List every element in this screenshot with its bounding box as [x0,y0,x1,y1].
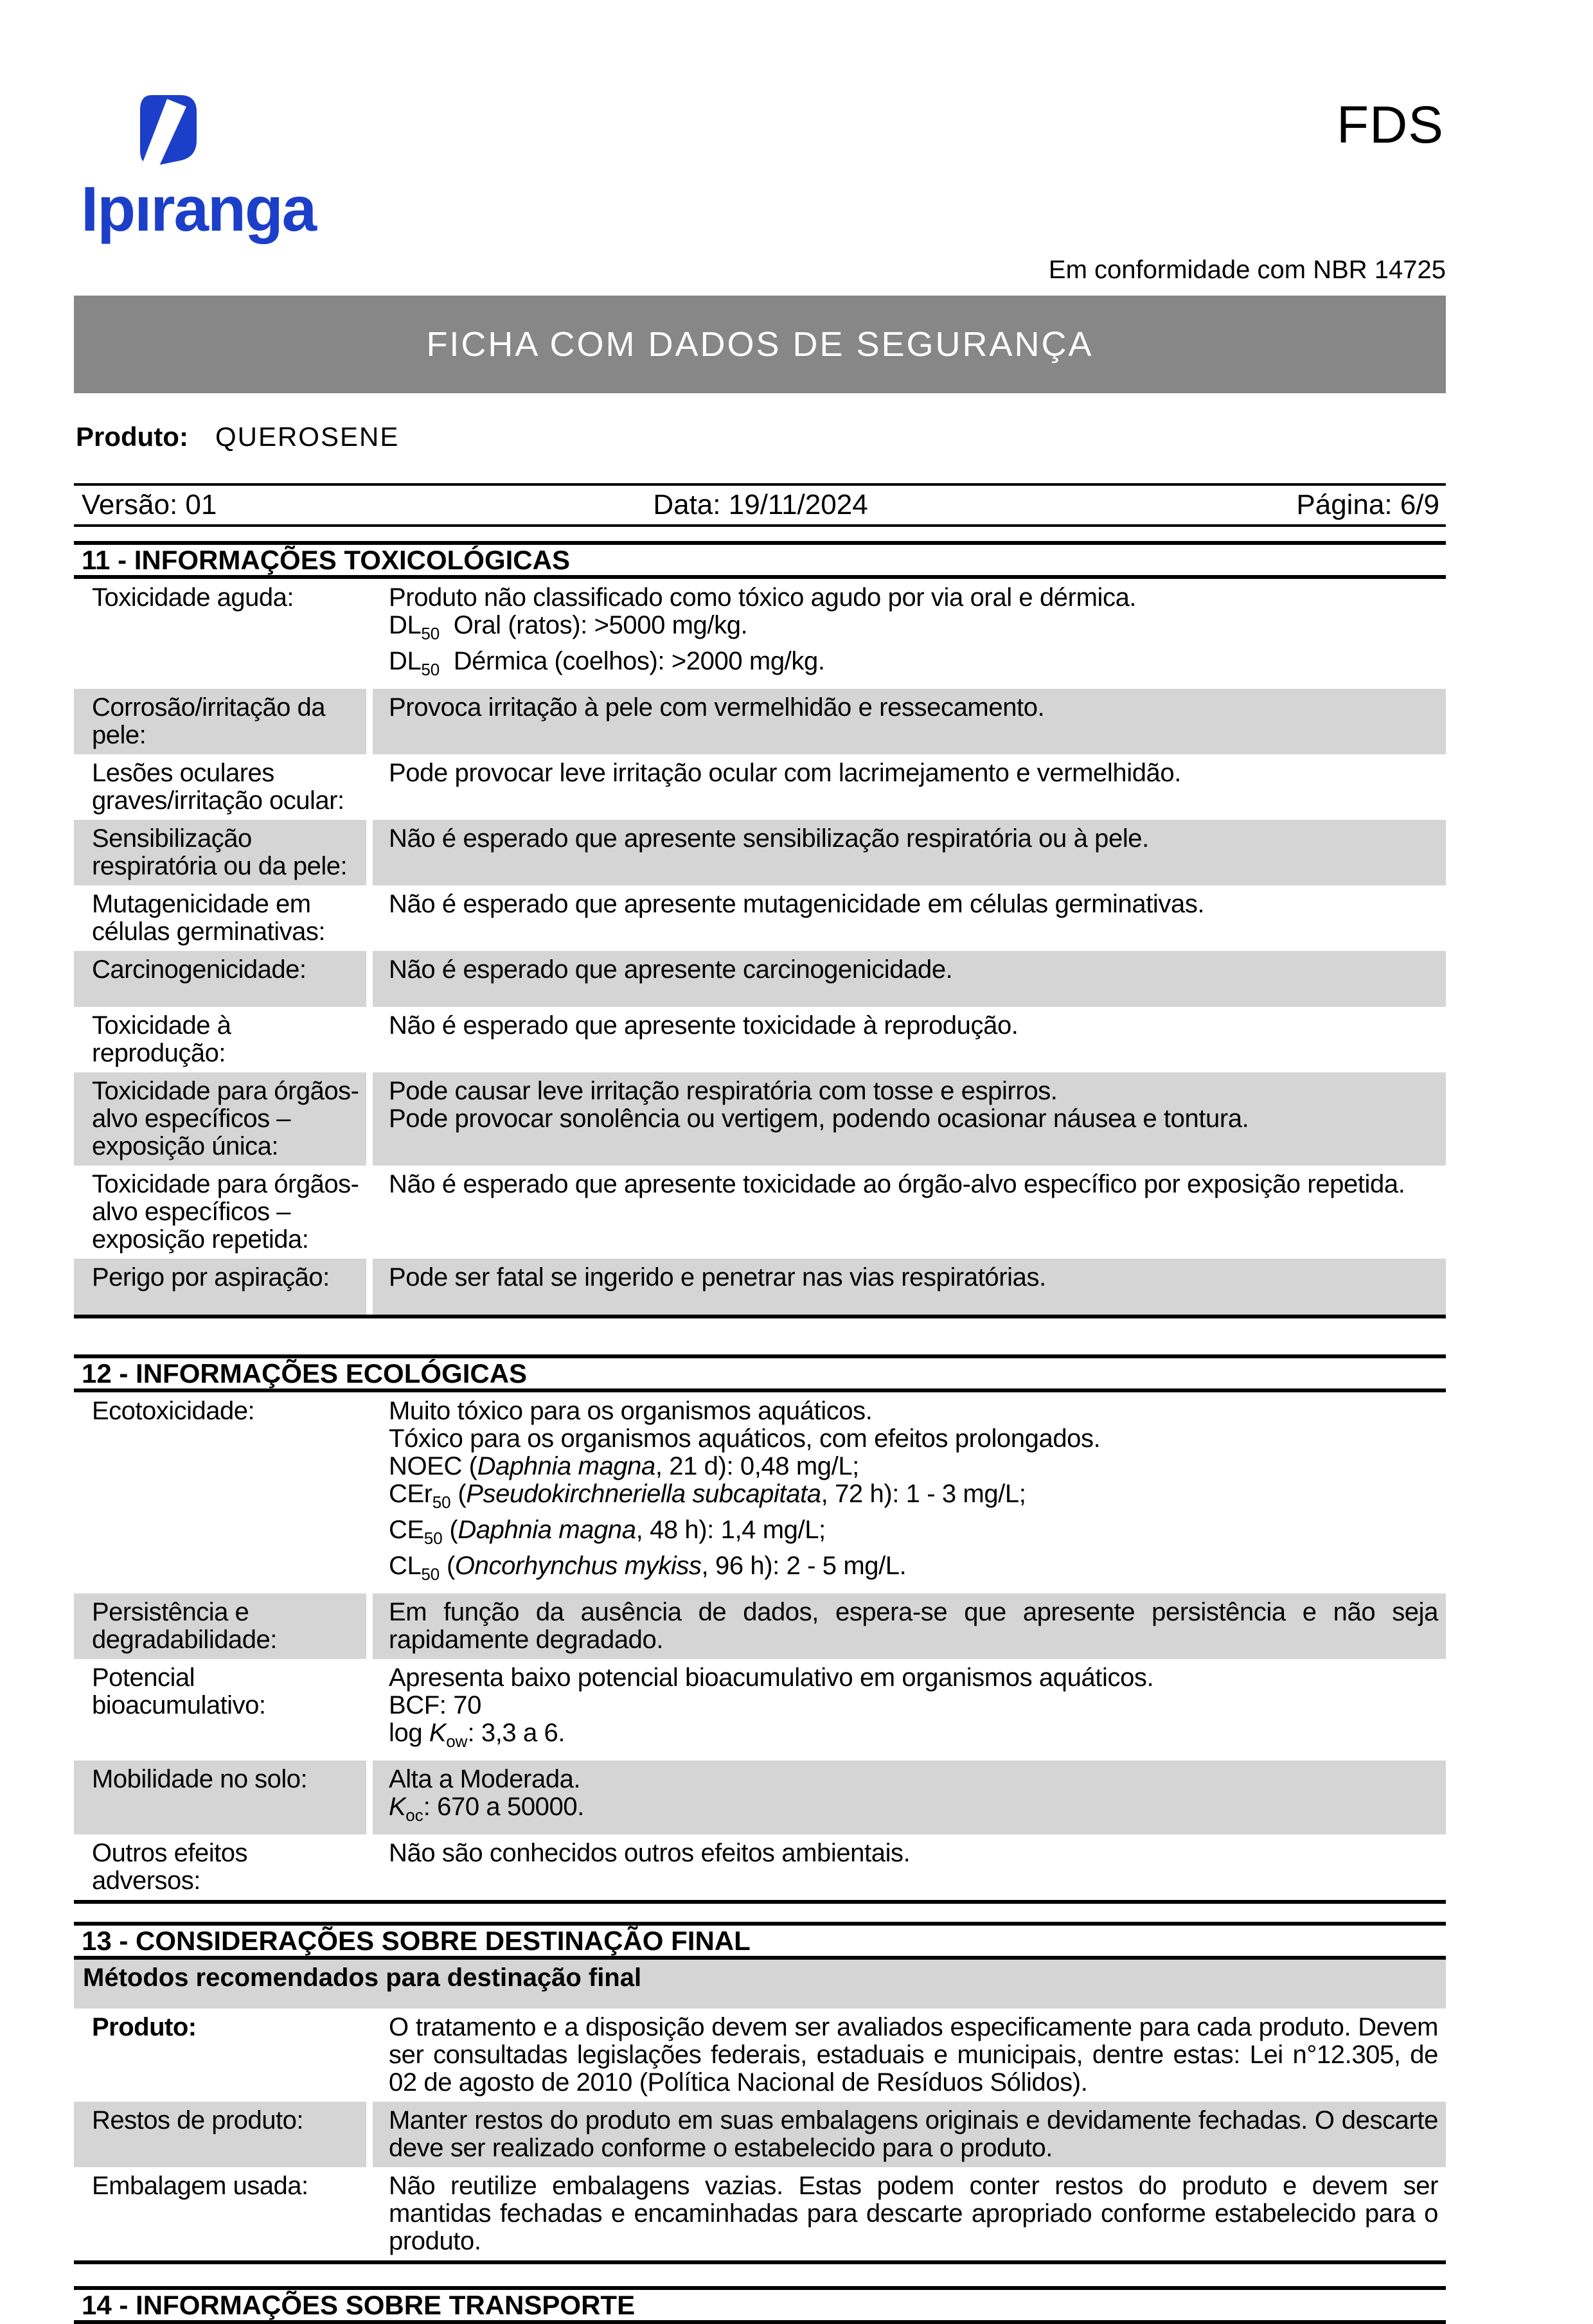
row-value-line [389,1012,1438,1040]
text-segment: 50 [423,1529,443,1548]
row-label: Corrosão/irritação da pele: [74,689,366,754]
sections-container [74,541,1446,2324]
text-segment: Não é esperado que apresente sensibilização respiratória ou à pele. [389,824,1149,853]
product-value: QUEROSENE [215,421,400,452]
text-segment: : 3,3 a 6. [467,1719,565,1747]
text-segment: NOEC ( [389,1452,477,1480]
product-label: Produto: [76,421,188,452]
text-segment: Não é esperado que apresente toxicidade à reprodução. [389,1011,1019,1040]
text-segment: Oncorhynchus mykiss [454,1552,702,1580]
text-segment: ow [446,1732,468,1751]
table-row [74,1761,1446,1834]
row-value [373,1259,1446,1315]
table-row [74,1593,1446,1659]
text-segment: : 670 a 50000. [423,1793,584,1821]
row-value [373,1761,1446,1834]
row-value [373,1593,1446,1659]
date-field: Data: 19/11/2024 [653,489,868,520]
row-value [373,1659,1446,1761]
table-row [74,754,1446,820]
text-segment: 50 [432,1493,451,1512]
text-segment: Daphnia magna [458,1516,636,1544]
ipiranga-logo-icon [135,94,198,167]
doc-code-title: FDS [1337,96,1444,154]
row-label: Mobilidade no solo: [74,1761,366,1834]
text-segment: , 48 h): 1,4 mg/L; [636,1516,826,1544]
table-row [74,1659,1446,1761]
table-row [74,689,1446,754]
text-segment: Muito tóxico para os organismos aquáticos. [389,1397,873,1425]
table-row [74,579,1446,689]
table-row [74,951,1446,1007]
text-segment: ( [440,1552,455,1580]
row-value-line [389,1719,1438,1755]
row-label: Toxicidade à reprodução: [92,1011,231,1067]
row-value-line [389,1264,1438,1291]
text-segment: Não é esperado que apresente toxicidade ao órgão-alvo específico por exposição repetida. [389,1170,1405,1198]
row-value-line [389,1480,1438,1516]
document-header [0,0,1593,296]
section [74,1354,1446,1904]
row-label: Ecotoxicidade: [92,1397,255,1425]
table-row [74,885,1446,951]
table-row [74,2167,1446,2260]
row-label: Sensibilização respiratória ou da pele: [74,820,366,885]
text-segment: Oral (ratos): >5000 mg/kg. [440,611,748,639]
table-row [74,1392,1446,1593]
section-title: 11 - INFORMAÇÕES TOXICOLÓGICAS [74,541,1446,579]
row-value-line [389,1453,1438,1480]
text-segment: ( [450,1480,467,1508]
text-segment: oc [405,1805,423,1825]
table-row [74,1834,1446,1900]
text-segment: Tóxico para os organismos aquáticos, com efeitos prolongados. [389,1424,1101,1453]
text-segment: 50 [421,660,440,679]
row-value-paragraph: Manter restos do produto em suas embalagens originais e devidamente fechadas. O descarte deve ser realizado conforme o estabelecido para o produto. [389,2106,1438,2162]
text-segment: Pode provocar leve irritação ocular com lacrimejamento e vermelhidão. [389,759,1181,787]
text-segment: Apresenta baixo potencial bioacumulativo em organismos aquáticos. [389,1663,1154,1692]
table-row [74,1007,1446,1072]
page-number-field: Página: 6/9 [1296,489,1439,520]
text-segment: Não é esperado que apresente mutagenicidade em células germinativas. [389,890,1205,918]
text-segment: 50 [421,624,440,643]
row-value [373,2102,1446,2167]
row-value [373,885,1446,951]
section-end-rule [74,1315,1446,1318]
text-segment: Pseudokirchneriella subcapitata [466,1480,821,1508]
row-value [373,1834,1446,1900]
row-value-line [389,1516,1438,1552]
row-value-line [389,825,1438,853]
text-segment: Dérmica (coelhos): >2000 mg/kg. [440,647,825,675]
table-row [74,820,1446,885]
row-value-line [389,694,1438,722]
row-value-line [389,1425,1438,1453]
table-row [74,2009,1446,2102]
content-column [74,296,1446,2324]
section-title: 14 - INFORMAÇÕES SOBRE TRANSPORTE [74,2286,1446,2324]
text-segment: K [429,1719,447,1747]
row-value-line [389,612,1438,648]
text-segment: Pode causar leve irritação respiratória com tosse e espirros. [389,1077,1058,1105]
text-segment: Alta a Moderada. [389,1765,581,1793]
row-value-line [389,1664,1438,1692]
text-segment: DL [389,647,422,675]
row-label: Restos de produto: [74,2102,366,2167]
text-segment: Pode ser fatal se ingerido e penetrar nas vias respiratórias. [389,1263,1046,1291]
text-segment: 50 [421,1565,440,1584]
text-segment: CEr [389,1480,432,1508]
meta-row [74,483,1446,527]
text-segment: , 72 h): 1 - 3 mg/L; [821,1480,1026,1508]
text-segment: Não são conhecidos outros efeitos ambientais. [389,1839,911,1867]
row-label: Potencial bioacumulativo: [92,1663,266,1719]
row-value-line [389,1397,1438,1425]
row-value [373,754,1446,820]
row-label: Toxicidade para órgãos-alvo específicos – exposição repetida: [92,1170,359,1254]
text-segment: CE [389,1516,424,1544]
text-segment: Produto não classificado como tóxico agudo por via oral e dérmica. [389,583,1137,612]
table-row [74,1259,1446,1315]
row-value-line [389,1692,1438,1719]
row-label: Perigo por aspiração: [74,1259,366,1315]
row-label: Toxicidade para órgãos-alvo específicos – exposição única: [74,1072,366,1166]
row-label: Embalagem usada: [92,2172,308,2200]
row-value-line [389,759,1438,787]
row-value [373,579,1446,689]
row-value-line [389,1766,1438,1793]
row-value-line [389,1078,1438,1105]
row-value-line [389,1840,1438,1867]
row-label: Carcinogenicidade: [74,951,366,1007]
text-segment: , 21 d): 0,48 mg/L; [655,1452,859,1480]
text-segment: DL [389,611,422,639]
section-end-rule [74,1900,1446,1904]
row-value-line [389,1105,1438,1133]
section-title: 13 - CONSIDERAÇÕES SOBRE DESTINAÇÃO FINAL [74,1922,1446,1960]
text-segment: , 96 h): 2 - 5 mg/L. [701,1552,907,1580]
row-value-line [389,584,1438,612]
product-line [74,419,1446,455]
document-title: FICHA COM DADOS DE SEGURANÇA [426,325,1094,364]
row-value [373,1166,1446,1259]
row-value-paragraph: Em função da ausência de dados, espera-se que apresente persistência e não seja rapidamente degradado. [389,1598,1438,1654]
row-value-line [389,1793,1438,1829]
section-subheader: Métodos recomendados para destinação final [74,1960,1446,2009]
row-value [373,1007,1446,1072]
row-label: Persistência e degradabilidade: [74,1593,366,1659]
row-value [373,1072,1446,1166]
row-value [373,2167,1446,2260]
text-segment: K [389,1793,406,1821]
row-value [373,820,1446,885]
row-value-line [389,956,1438,984]
document-title-banner [74,296,1446,393]
row-value-line [389,648,1438,684]
row-label: Produto: [92,2013,197,2041]
conformity-note: Em conformidade com NBR 14725 [1048,256,1446,284]
row-value [373,1392,1446,1593]
section-end-rule [74,2260,1446,2264]
row-value-line [389,891,1438,918]
text-segment: CL [389,1552,422,1580]
table-row [74,2102,1446,2167]
row-value [373,689,1446,754]
section [74,2286,1446,2324]
row-value-line [389,1552,1438,1588]
section-title: 12 - INFORMAÇÕES ECOLÓGICAS [74,1354,1446,1392]
row-value-line [389,1171,1438,1198]
row-label: Mutagenicidade em células germinativas: [92,890,325,946]
row-value-paragraph: O tratamento e a disposição devem ser avaliados especificamente para cada produto. Devem ser consultadas legislações federais, estaduais e municipais, dentre estas: Lei n°12.305, de 02 de agosto de 2010 (Política Nacional de Resíduos Sólidos). [389,2013,1438,2097]
text-segment: Pode provocar sonolência ou vertigem, podendo ocasionar náusea e tontura. [389,1104,1249,1133]
row-value-paragraph: Não reutilize embalagens vazias. Estas podem conter restos do produto e devem ser mantidas fechadas e encaminhadas para descarte apropriado conforme estabelecido para o produto. [389,2172,1438,2255]
text-segment: Daphnia magna [477,1452,655,1480]
text-segment: BCF: 70 [389,1691,481,1719]
row-label: Outros efeitos adversos: [92,1839,248,1895]
section [74,541,1446,1318]
row-label: Lesões oculares graves/irritação ocular: [92,759,344,815]
text-segment: Provoca irritação à pele com vermelhidão e ressecamento. [389,693,1045,722]
row-value [373,2009,1446,2102]
table-row [74,1166,1446,1259]
version-field: Versão: 01 [82,489,217,520]
ipiranga-wordmark: Ipıranga [81,173,316,244]
text-segment: Não é esperado que apresente carcinogenicidade. [389,955,953,984]
table-row [74,1072,1446,1166]
row-label: Toxicidade aguda: [92,583,294,612]
row-value [373,951,1446,1007]
text-segment: ( [442,1516,458,1544]
section [74,1922,1446,2264]
text-segment: log [389,1719,429,1747]
